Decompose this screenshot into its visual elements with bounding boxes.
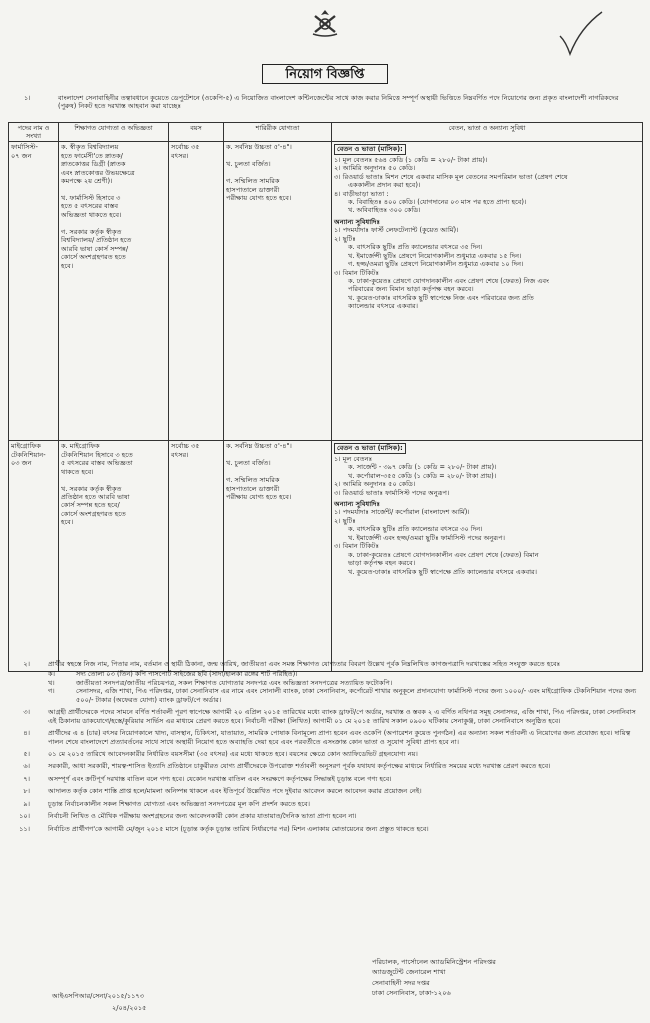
other-line: ক. বাৎসরিক ছুটিঃ প্রতি ক্যালেন্ডার বৎসরে ৩৫ দিন।: [348, 243, 483, 252]
pay-title: বেতন ও ভাতা (মাসিক):: [334, 443, 406, 453]
phys-line: খ. চুলতা বর্জিত।: [226, 160, 271, 169]
note-item: [8, 729, 642, 746]
edu-line: অভিজ্ঞতা থাকতে হবে।: [61, 210, 122, 219]
edu-line: ৫ বৎসরের বাস্তব অভিজ্ঞতা: [61, 459, 133, 468]
pay-title: বেতন ও ভাতা (মাসিক):: [334, 144, 406, 154]
note-subtext: সেনাসদর, এজি শাখা, পিএ পরিদপ্তর, ঢাকা সেনানিবাস এর নামে এবং সোনালী ব্যাংক, ঢাকা সেনানিবাস, কর্পোরেট শাখার অনুকূলে প্রদানযোগ্য ফার্মাসিস্ট পদের জন্য ১০০০/- এবং মাইগ্রোফিক টেকনিশিয়ান পদের জন্য ৫০০/- টাকার (অফেরত যোগ্য) ব্যাংক ড্রাফট/পে অর্ডার।: [76, 687, 637, 704]
note-subnumber: খ।: [48, 678, 55, 687]
note-subnumber: ক।: [48, 670, 55, 679]
phys-line: গ. সম্মিলিত সামরিক: [226, 177, 280, 186]
page-title: নিয়োগ বিজ্ঞপ্তি: [262, 64, 388, 84]
cell-education: [59, 142, 169, 441]
note-text: নির্বাচিত প্রার্থীগণ'কে আগামী মে/জুন ২০১৫ মাসে (চূড়ান্ত কর্তৃক চূড়ান্ত তারিখ নির্ধারণের পর) মিশন এলাকায় মোতায়েনের জন্য প্রস্তুত থাকতে হবে।: [48, 824, 429, 833]
edu-line: ক. মাইগ্রোফিক: [61, 442, 100, 451]
header-age: বয়স: [169, 123, 224, 142]
table-row: [9, 441, 643, 672]
note-item: [8, 708, 642, 725]
other-line: ১। পদমর্যাদাঃ সার্জেন্ট/ কর্পোরাল (বাংলাদেশ আর্মি)।: [334, 508, 470, 517]
cell-pay: [332, 142, 643, 441]
note-text: অসম্পূর্ণ এবং ক্রটিপূর্ণ দরখাস্ত বাতিল বলে গণ্য হবে। যেকোন দরখাস্ত বাতিল এবং সংরক্ষণে কর্তৃপক্ষের সিদ্ধান্তই চূড়ান্ত বলে গণ্য হবে।: [48, 774, 392, 783]
cell-physical: [224, 142, 332, 441]
note-subitem: [48, 687, 642, 704]
note-number: ৯।: [23, 799, 30, 808]
edu-line: হবে।: [61, 261, 74, 270]
edu-line: [61, 219, 166, 227]
other-line: ৩। বিমান টিকিটঃ: [334, 268, 379, 277]
note-subitem: [48, 670, 642, 678]
note-text: আদালত কর্তৃক কোন শাস্তি প্রাপ্ত হলে/মামলা অনিষ্পন্ন থাকলে এবং ইতিপূর্বে উল্লেখিত পদে দুইবার আবেদন করলে আবেদন করার প্রয়োজন নেই।: [48, 787, 422, 796]
post-name: টেকনিশিয়ান-: [11, 450, 46, 459]
header-physical: শারিরীক যোগ্যতা: [224, 123, 332, 142]
phys-line: গ. সম্মিলিত সামরিক: [226, 476, 280, 485]
edu-line: কোর্স সম্পন্ন হতে হবে/: [61, 501, 120, 510]
intro-text: বাংলাদেশ সেনাবাহিনীর তত্বাবধানে কুয়েতে ডেপুটেশনে (ওকেপি-৫) এ নিয়োজিত বাংলাদেশ কন্টিনজেন্টের সাথে কাজ করার নিমিত্তে সম্পূর্ণ অস্থায়ী ভিত্তিতে নিম্নবর্ণিত পদে নিয়োগের জন্য প্রকৃত বাংলাদেশী নাগরিকদের (পুরুষ) নিকট হতে দরখাস্ত আহবান করা যাচ্ছেঃ: [58, 94, 619, 111]
pay-line: ২। আমিরি অনুদানঃ ৫০ কেডি।: [334, 164, 416, 173]
note-text: ০১ মে ২০১৫ তারিখে আবেদনকারীর নির্ধারিত বয়সসীমা (৩৫ বৎসর) এর মধ্যে থাকতে হবে। বয়সের ক্ষেত্রে কোন অ্যাফিডেভিট গ্রহনযোগ্য নয়।: [48, 749, 418, 758]
edu-line: থাকতে হবে।: [61, 467, 94, 476]
signature-line: পরিচালক, পার্সোনেল অ্যাডমিনিস্ট্রেশন পরিদপ্তর: [372, 958, 496, 966]
pay-line: ৩। রিওয়ার্ড ভাতাঃ মিশন শেষে একবার মাসিক মূল বেতনের সমপরিমান ভাতা (প্রেষণ শেষে: [334, 172, 568, 181]
note-item: [8, 750, 642, 758]
note-text: প্রার্থীর স্বহস্তে নিজ নাম, পিতার নাম, বর্তমান ও স্থায়ী ঠিকানা, জন্ম তারিখ, জাতীয়তা এবং সমস্ত শিক্ষাগত যোগ্যতার বিবরণ উল্লেখ পূর্বক নিম্নলিখিত কাগজপত্রাদি দরখাস্তের সহিত সংযুক্ত করতে হবেঃ: [48, 660, 561, 668]
other-line: ক. ঢাকা-কুয়েতঃ প্রেষণে যোগদানকালীন এবং প্রেষণ শেষে (ফেরত) নিজ এবং: [348, 276, 549, 285]
signature-line: অ্যাডজুটেন্ট জেনারেল শাখা: [372, 968, 446, 977]
phys-line: [226, 468, 329, 476]
post-name: মাইগ্রোফিক: [11, 442, 41, 451]
phys-line: পরীক্ষায় যোগ্য হতে হবে।: [226, 493, 292, 501]
edu-line: খ. সরকার কর্তৃক স্বীকৃত: [61, 484, 122, 493]
edu-line: আরবি ভাষা কোর্স সম্পন্ন/: [61, 244, 129, 253]
edu-line: খ. ফার্মাসিস্ট হিসাবে ৩: [61, 194, 121, 202]
pay-line: খ. কর্পোরাল-৩৫৫ কেডি (১ কেডি = ২৮০/- টাকা প্রায়)।: [348, 471, 497, 480]
cell-physical: [224, 441, 332, 672]
other-line: ৩। বিমান টিকিটঃ: [334, 542, 379, 551]
other-title: অন্যান্য সুবিধাদিঃ: [334, 217, 380, 226]
table-header-row: [9, 123, 643, 142]
phys-line: [226, 451, 329, 459]
pay-line: ক. বিবাহিতঃ ৪০০ কেডি। (যোগদানের ০৩ মাস পর হতে প্রাপ্য হবে)।: [348, 198, 527, 206]
other-title: অন্যান্য সুবিধাদিঃ: [334, 500, 380, 508]
note-text: চূড়ান্ত নির্বাচনকালীন সকল শিক্ষাগত যোগ্যতা এবং অভিজ্ঞতা সনদপত্রের মূল কপি প্রদর্শন করতে হবে।: [48, 799, 311, 808]
reference-block: [52, 992, 252, 1017]
note-number: ২।: [23, 660, 30, 668]
other-line: গ. হজ্জ/ওমরা ছুটিঃ প্রেষণে নিয়োগকালীন শুধুমাত্র একবার ১০ দিন।: [348, 260, 524, 269]
note-number: ১১।: [19, 824, 30, 833]
other-line: খ. ইমার্জেন্সী এবং হজ্জ/ওমরা ছুটিঃ ফার্মাসিস্ট পদের অনুরূপ।: [348, 533, 505, 542]
note-number: ৮।: [23, 787, 30, 796]
cell-post: [9, 142, 59, 441]
edu-line: ক. স্বীকৃত বিশ্ববিদ্যালয়: [61, 143, 119, 152]
positions-table: [8, 122, 643, 672]
table-row: [9, 142, 643, 441]
edu-line: কমপক্ষে ২য় শ্রেণী)।: [61, 177, 113, 186]
header-post: পদের নাম ও সংখ্যা: [9, 123, 59, 142]
phys-line: পরীক্ষায় যোগ্য হতে হবে।: [226, 194, 292, 202]
other-line: ক. বাৎসরিক ছুটিঃ প্রতি ক্যালেন্ডার বৎসরে ৩০ দিন।: [348, 525, 483, 534]
pay-line: ৩। রিওয়ার্ড ভাতাঃ ফার্মাসিস্ট পদের অনুরূপ।: [334, 488, 450, 497]
pay-line: ক. সার্জেন্ট - ৩৯৭ কেডি (১ কেডি = ২৮০/- টাকা প্রায়)।: [348, 463, 497, 472]
other-line: খ. কুয়েত-ঢাকাঃ বাৎসরিক ছুটি স্বাপেক্ষে প্রতি ক্যালেন্ডার বৎসরে একবার।: [348, 567, 538, 576]
cell-age: [169, 142, 224, 441]
phys-line: হাসপাতালে ডাক্তারী: [226, 484, 280, 493]
phys-line: খ. চুলতা বর্জিত।: [226, 459, 271, 468]
note-item: [8, 825, 642, 833]
phys-line: ক. সর্বনিম্ন উচ্চতা ৫'-৪"।: [226, 143, 292, 152]
other-line: ২। ছুটিঃ: [334, 516, 356, 525]
note-number: ৬।: [23, 762, 30, 771]
age-line: সর্বোচ্চ ৩৫: [171, 143, 200, 152]
note-number: ৪।: [23, 729, 30, 738]
edu-line: গ. সরকার কর্তৃক স্বীকৃত: [61, 227, 122, 236]
other-line: ভাড়া কর্তৃপক্ষ বহন করবে।: [348, 559, 416, 568]
edu-line: হতে ফার্মেসী'তে স্নাতক/: [61, 151, 123, 160]
post-name: ফার্মাসিস্ট-: [11, 143, 38, 152]
age-line: বৎসর।: [171, 450, 189, 459]
post-count: ০৩ জন: [11, 459, 32, 468]
cell-education: [59, 441, 169, 672]
note-text: সরকারী, আধা সরকারী, শায়ত্ব-শাসিত ইত্যাদি প্রতিষ্ঠানে চাকুরীরত যোগ্য প্রার্থীদেরকে উপরোক্ত শর্তাবলী অনুসরণ পূর্বক যথাযথ কর্তৃপক্ষের মাধ্যমে নির্ধারিত সময়ের মধ্যে দরখাস্ত প্রেরণ করতে হবে।: [48, 762, 551, 771]
pay-line: এককালীন প্রদান করা হবে)।: [348, 181, 421, 190]
note-subtext: সদ্য তোলা ০৩ (তিন) কপি পাসপোর্ট সাইজের ছবি (সাদা/হালকা রঙ্গের শার্ট পরিহিত)।: [76, 670, 298, 679]
note-number: ৫।: [23, 749, 30, 758]
edu-line: স্নাতকোত্তর ডিগ্রী (স্নাতক: [61, 160, 126, 169]
signature-line: সেনাবাহিনী সদর দপ্তর: [372, 978, 430, 987]
edu-line: [61, 476, 166, 484]
cell-post: [9, 441, 59, 672]
pay-line: ৪। বাড়ীভাড়া ভাতা :: [334, 189, 389, 198]
edu-line: কোর্সে অংশগ্রহণরত হতে: [61, 509, 126, 518]
checkmark-icon: [556, 10, 606, 58]
note-number: ৭।: [23, 774, 30, 783]
note-item: [8, 660, 642, 668]
edu-line: বিশ্ববিদ্যালয়/ প্রতিষ্ঠান হতে: [61, 236, 132, 245]
reference-number: আইএসপিআর/সেনা/২০১৫/১১৭৩: [52, 992, 144, 1000]
phys-line: [226, 152, 329, 160]
signature-block: [372, 958, 642, 1000]
note-item: [8, 762, 642, 770]
note-item: [8, 800, 642, 808]
reference-date: ২/০৪/২০১৫: [112, 1004, 147, 1013]
note-subnumber: গ।: [48, 687, 55, 696]
note-number: ১০।: [19, 812, 30, 821]
note-item: [8, 775, 642, 783]
cell-pay: [332, 441, 643, 672]
other-line: ক. ঢাকা-কুয়েতঃ প্রেষণে যোগদানকালীন এবং প্রেষণ শেষে (ফেরত) বিমান: [348, 550, 539, 559]
pay-line: খ. অবিবাহিতঃ ৩০০ কেডি।: [348, 206, 421, 215]
other-line: পরিবারের জন্য বিমান ভাড়া কর্তৃপক্ষ বহন করবে।: [348, 285, 474, 294]
post-count: ০৭ জন: [11, 151, 32, 160]
note-text: প্রার্থীদের এ ৪ (চার) বৎসর নিয়োগকালে খাদ্য, বাসস্থান, চিকিৎসা, যাতায়াত, সামরিক পোষাক বিনামূল্যে প্রাপ্য হবেন এবং ওকেপি (অপারেশন কুয়েত পুনর্গঠন) এর অন্যান্য সকল শর্তাবলী এ নিয়োগের জন্য প্রযোজ্য হবে। দায়িত্ব পালন শেষে বাংলাদেশে প্রত্যাবর্তনের সাথে সাথে অস্থায়ী নিয়োগ হতে অব্যাহতি দেয়া হবে এবং পরবর্তীতে এসংক্রান্ত কোন ভাতা ও সুযোগ সুবিধা প্রাপ্য হবে না।: [48, 729, 631, 746]
edu-line: হতে ৫ বৎসরের বাস্তব: [61, 202, 119, 211]
note-number: ৩।: [23, 708, 30, 717]
phys-line: [226, 169, 329, 177]
edu-line: হবে।: [61, 518, 74, 527]
notes-section: [8, 660, 642, 835]
other-line: খ. ইমার্জেন্সী ছুটিঃ প্রেষণে নিয়োগকালীন শুধুমাত্র একবার ১৫ দিন।: [348, 251, 522, 260]
phys-line: হাসপাতালে ডাক্তারী: [226, 185, 280, 194]
age-line: সর্বোচ্চ ৩৫: [171, 442, 200, 451]
other-line: ২। ছুটিঃ: [334, 234, 356, 243]
edu-line: প্রতিষ্ঠান হতে আরবি ভাষা: [61, 493, 130, 501]
pay-line: ২। আমিরি অনুদানঃ ৫০ কেডি।: [334, 480, 416, 489]
age-line: বৎসর।: [171, 151, 189, 160]
intro-number: ১।: [24, 94, 31, 102]
other-line: ১। পদমর্যাদাঃ ফার্স্ট লেফটেন্যান্ট (কুয়েত আর্মি)।: [334, 226, 459, 235]
edu-line: কোর্সে অংশগ্রহণরত হতে: [61, 253, 126, 262]
army-emblem-icon: [309, 8, 341, 38]
edu-line: টেকনিশিয়ান হিসাবে ৩ হতে: [61, 450, 133, 459]
phys-line: ক. সর্বনিম্ন উচ্চতা ৫'-৪"।: [226, 442, 292, 451]
note-item: [8, 812, 642, 820]
edu-line: [61, 186, 166, 194]
pay-line: ১। মূল বেতনঃ ৫৬৪ কেডি (১ কেডি = ২৮০/- টাকা প্রায়)।: [334, 155, 488, 164]
edu-line: এবং স্নাতকোত্তর উভয়ক্ষেত্রে: [61, 168, 135, 177]
note-text: আগ্রহী প্রার্থীদেরকে পদের সামনে বর্ণিত শর্তাবলী পূরণ স্বাপেক্ষে আগামী ২০ এপ্রিল ২০১৫ তারিখের মধ্যে ব্যাংক ড্রাফট/পে অর্ডার, দরখাস্ত ও স্তবক ২ এ বর্ণিত নথিপত্র সমূহ সেনাসদর, এজি শাখা, পিএ পরিদপ্তর, ঢাকা সেনানিবাস এই ঠিকানায় ডাকযোগে/হস্তে/কুরিয়ার সার্ভিস এর মাধ্যমে প্রেরণ করতে হবে। নির্বাচনী পরীক্ষা (লিখিত) আগামী ০১ মে ২০১৫ তারিখ সকাল ০৯০০ ঘটিকায় সেনাকুঞ্জ, ঢাকা সেনানিবাসে অনুষ্ঠিত হবে।: [48, 708, 636, 725]
cell-age: [169, 441, 224, 672]
pay-line: ১। মূল বেতনঃ: [334, 454, 373, 463]
other-line: খ. কুয়েত-ঢাকাঃ বাৎসরিক ছুটি স্বাপেক্ষে নিজ এবং পরিবারের জন্য প্রতি: [348, 293, 534, 302]
note-subtext: জাতীয়তা সনদপত্র/জাতীয় পরিচয়পত্র, সকল শিক্ষাগত যোগ্যতার সনদপত্র এবং অভিজ্ঞতা সনদপত্রের সত্যায়িত ফটোকপি।: [76, 678, 393, 687]
header-pay: বেতন, ভাতা ও অন্যান্য সুবিধা: [332, 123, 643, 142]
header-education: শিক্ষাগত যোগ্যতা ও অভিজ্ঞতা: [59, 123, 169, 142]
note-item: [8, 787, 642, 795]
other-line: ক্যালেন্ডার বৎসরে একবার।: [348, 302, 419, 311]
signature-line: ঢাকা সেনানিবাস, ঢাকা-১২০৬: [372, 989, 451, 998]
note-text: নির্বাচনী লিখিত ও মৌখিক পরীক্ষায় অংশগ্রহনের জন্য আবেদনকারী কোন প্রকার যাতায়াত/দৈনিক ভাতা প্রাপ্য হবেন না।: [48, 812, 357, 821]
